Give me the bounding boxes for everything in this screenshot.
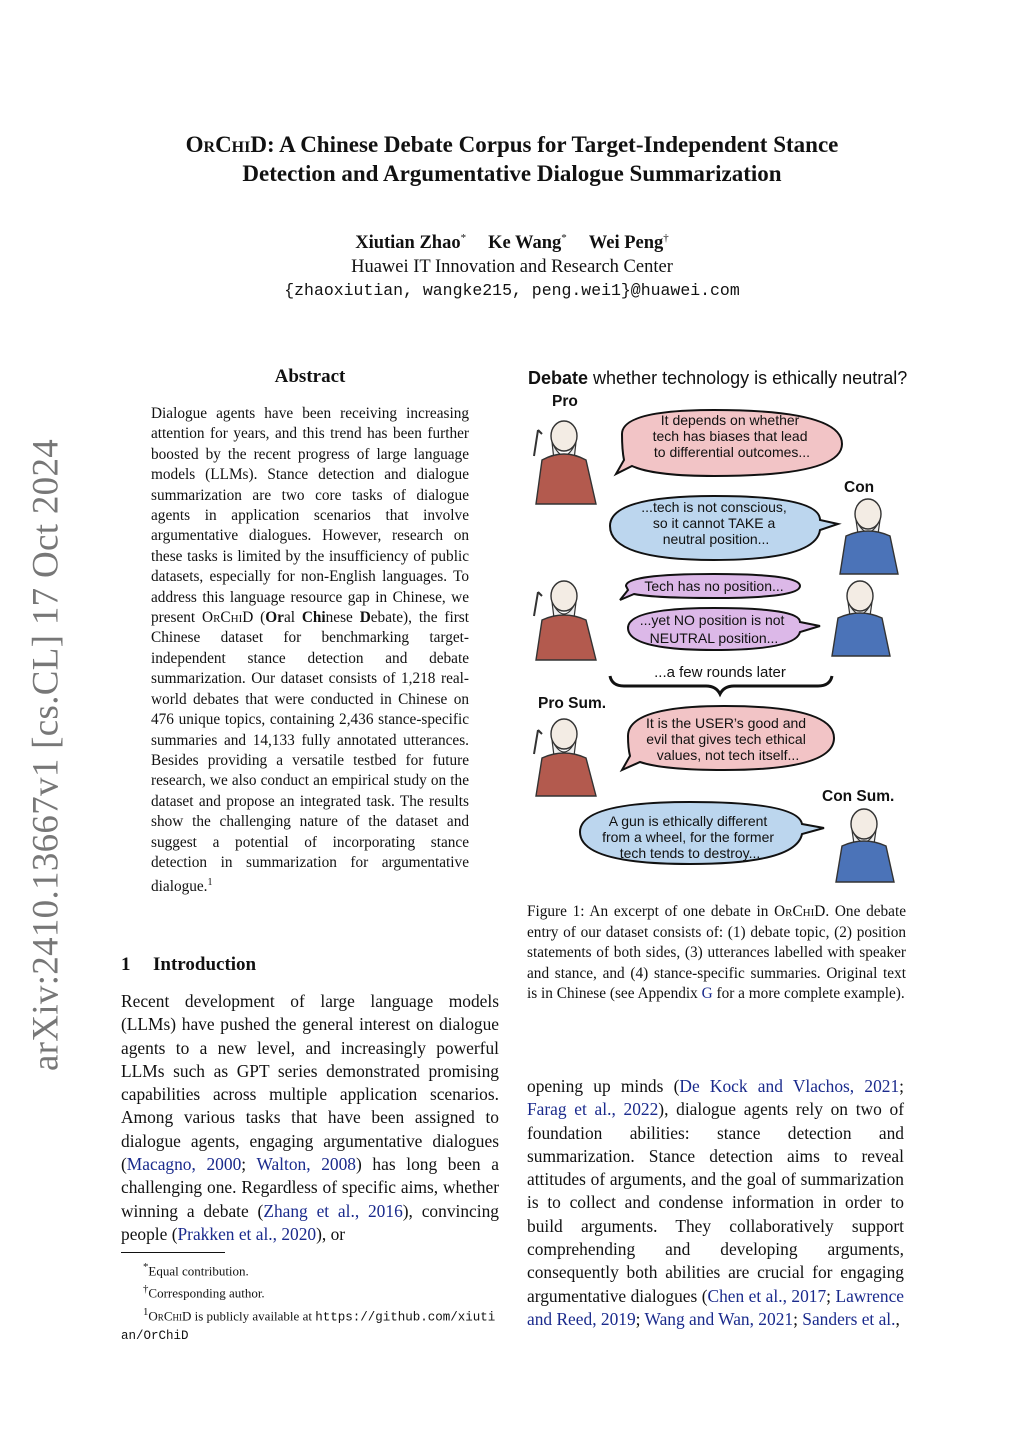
author-block	[100, 226, 924, 303]
right-column-text: opening up minds (De Kock and Vlachos, 2021; Farag et al., 2022), dialogue agents rely on two of foundation abilities: stance detection and summarization. Stance detection aims to reveal attitudes of arguments, and the goal of summarization is to collect and condense information in order to build arguments. They collaboratively support comprehending and developing arguments, consequently both abilities are crucial for engaging argumentative dialogues (Chen et al., 2017; Lawrence and Reed, 2019; Wang and Wan, 2021; Sanders et al.,	[527, 1076, 905, 1329]
label-con: Con	[844, 479, 875, 496]
author-emails: {zhaoxiutian, wangke215, peng.wei1}@huawei.com	[284, 281, 740, 301]
author: Ke Wang*	[488, 232, 567, 254]
footnotes	[121, 1258, 501, 1345]
abstract-text: Dialogue agents have been receiving increasing attention for years, and this trend has been further boosted by the recent progress of large language models (LLMs). Stance detection and dialogue summarization are two core tasks of dialogue agents in application scenarios that involve argumentative dialogues. However, research on these tasks is limited by the insufficiency of public datasets, especially for non-English languages. To address this language resource gap in Chinese, we present OrChiD (Oral Chinese Debate), the first Chinese dataset for benchmarking target-independent stance detection and debate summarization. Our dataset consists of 1,218 real-world debates that were conducted in Chinese on 476 unique topics, containing 2,436 stance-specific summaries and 14,133 fully annotated utterances. Besides providing a versatile testbed for future research, we also conduct an empirical study on the dataset and propose an integrated task. The results show the challenging nature of the dataset and suggest a potential of incorporating stance detection in summarization for argumentative dialogue.$^1$	[151, 405, 469, 896]
author: Xiutian Zhao*	[355, 232, 467, 254]
citation-link[interactable]: Farag et al., 2022	[527, 1099, 659, 1120]
pro-speaker-icon	[534, 581, 596, 660]
bubble-pro-reply: Tech has no position...	[644, 578, 784, 594]
label-con-summary: Con Sum.	[822, 788, 895, 805]
dataset-name: OrChiD	[185, 132, 267, 157]
debate-illustration	[524, 364, 910, 884]
bubble-pro-statement: It depends on whether tech has biases that lead to differential outcomes...	[652, 412, 811, 460]
con-speaker-icon	[832, 581, 890, 656]
paper-title	[100, 130, 924, 188]
figure-1-caption: Figure 1: An excerpt of one debate in OrChiD. One debate entry of our dataset consists of: (1) debate topic, (2) position statements of both sides, (3) utterances labelled with speaker and stance, and (4) stance-specific summaries. Original text is in Chinese (see Appendix G for a more complete example).	[527, 903, 907, 1003]
citation-link[interactable]: De Kock and Vlachos, 2021	[679, 1076, 900, 1096]
author-list	[100, 226, 924, 255]
con-speaker-icon	[840, 499, 898, 574]
label-pro: Pro	[552, 393, 578, 410]
footnote: †Corresponding author.	[143, 1283, 265, 1301]
figure-1	[524, 364, 910, 884]
label-pro-summary: Pro Sum.	[538, 695, 607, 712]
abstract-heading: Abstract	[274, 366, 346, 387]
citation-link[interactable]: Sanders et al.	[802, 1308, 896, 1329]
github-link[interactable]: https://github.com/xiutian/OrChiD	[121, 1309, 496, 1343]
introduction-text: Recent development of large language models (LLMs) have pushed the general interest on dialogue agents to a new level, and increasingly powerful LLMs such as GPT series demonstrated promising capabilities across multiple application scenarios. Among various tasks that have been assigned to dialogue agents, engaging argumentative dialogues (Macagno, 2000; Walton, 2008) has long been a challenging one. Regardless of specific aims, whether winning a debate (Zhang et al., 2016), convincing people (Prakken et al., 2020), or	[121, 991, 499, 1244]
title-line-2: Detection and Argumentative Dialogue Summarization	[242, 161, 782, 186]
bubble-con-reply: ...yet NO position is not NEUTRAL position...	[639, 612, 785, 646]
bubble-pro-summary: It is the USER’s good and evil that gives tech ethical values, not tech itself...	[646, 715, 807, 763]
pro-summary-speaker-icon	[534, 719, 596, 796]
citation-link[interactable]: Chen et al., 2017	[707, 1285, 827, 1306]
citation-link[interactable]: Zhang et al., 2016	[263, 1200, 403, 1221]
citation-link[interactable]: Walton, 2008	[256, 1154, 356, 1175]
figure-header: Debate whether technology is ethically neutral?	[528, 368, 908, 388]
pro-speaker-icon	[534, 421, 596, 504]
footnote-divider	[121, 1252, 225, 1253]
rounds-label: ...a few rounds later	[654, 664, 786, 681]
citation-link[interactable]: Macagno, 2000	[126, 1154, 242, 1175]
title-line-1: : A Chinese Debate Corpus for Target-Independent Stance	[266, 132, 839, 157]
appendix-link[interactable]: G	[701, 985, 713, 1003]
footnote-ref: 1	[207, 877, 213, 889]
citation-link[interactable]: Lawrence and Reed, 2019	[527, 1285, 905, 1329]
section-heading-introduction: 1 Introduction	[121, 954, 257, 975]
bubble-con-statement: ...tech is not conscious, so it cannot TAKE a neutral position...	[641, 499, 787, 547]
arxiv-identifier: arXiv:2410.13667v1 [cs.CL] 17 Oct 2024	[25, 438, 67, 1072]
affiliation: Huawei IT Innovation and Research Center	[351, 257, 673, 278]
citation-link[interactable]: Prakken et al., 2020	[177, 1223, 317, 1244]
con-summary-speaker-icon	[836, 809, 894, 882]
citation-link[interactable]: Wang and Wan, 2021	[644, 1308, 794, 1329]
footnote: $^1$OrChiD is publicly available at https://github.com/xiutian/OrChiD	[121, 1305, 496, 1343]
footnote: *Equal contribution.	[143, 1261, 249, 1279]
author: Wei Peng†	[588, 232, 669, 254]
bubble-con-summary: A gun is ethically different from a wheel, for the former tech tends to destroy...	[602, 813, 775, 861]
